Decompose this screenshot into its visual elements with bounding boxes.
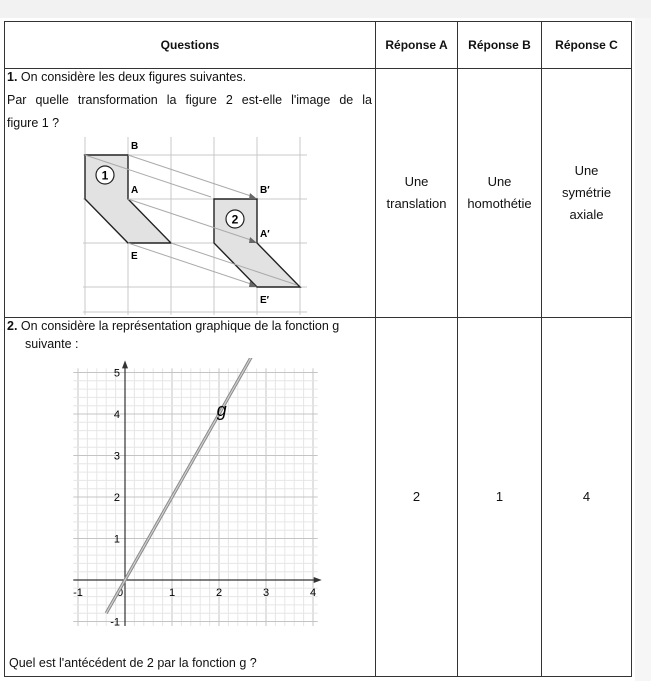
q2-answer-c[interactable]: 4 bbox=[542, 318, 632, 677]
header-response-c: Réponse C bbox=[542, 22, 632, 69]
question-row-1 bbox=[5, 69, 632, 318]
question-2-line2: suivante : bbox=[25, 337, 79, 351]
figure-2-label: 2 bbox=[231, 212, 239, 227]
x-tick-label: 3 bbox=[262, 587, 270, 599]
q1-answer-a[interactable] bbox=[376, 69, 458, 318]
q2-answer-b[interactable]: 1 bbox=[458, 318, 542, 677]
y-tick-label: -1 bbox=[110, 616, 120, 626]
x-axis-arrow bbox=[314, 577, 322, 583]
y-tick-label: 3 bbox=[113, 450, 120, 463]
question-2-line1: On considère la représentation graphique de la fonction g bbox=[20, 319, 340, 333]
x-tick-label: 0 bbox=[116, 587, 124, 599]
question-1-cell bbox=[5, 69, 376, 318]
question-1-line1: On considère les deux figures suivantes. bbox=[20, 70, 247, 84]
q1-answer-b-line1: Une bbox=[487, 174, 512, 189]
quiz-table bbox=[4, 21, 632, 677]
header-row bbox=[5, 22, 632, 69]
transformation-figure bbox=[75, 137, 315, 317]
q1-answer-c-line1: Une bbox=[574, 163, 599, 178]
question-2-prompt: Quel est l'antécédent de 2 par la fonction g ? bbox=[9, 656, 257, 670]
point-a-label: A bbox=[131, 185, 139, 196]
x-tick-label: -1 bbox=[73, 587, 83, 599]
q1-answer-c[interactable] bbox=[542, 69, 632, 318]
question-2-cell bbox=[5, 318, 376, 677]
q1-answer-a-line2: translation bbox=[386, 196, 447, 211]
point-b-prime-label: B′ bbox=[260, 185, 270, 196]
header-response-b: Réponse B bbox=[458, 22, 542, 69]
question-1-line3: figure 1 ? bbox=[7, 116, 60, 130]
question-1-line2: Par quelle transformation la figure 2 est-elle l'image de la bbox=[7, 93, 372, 107]
q2-answer-a[interactable]: 2 bbox=[376, 318, 458, 677]
q1-answer-a-line1: Une bbox=[404, 174, 429, 189]
scrollbar[interactable] bbox=[635, 18, 651, 681]
q1-answer-b-line2: homothétie bbox=[467, 196, 532, 211]
q1-answer-b[interactable] bbox=[458, 69, 542, 318]
series-g-label: g bbox=[216, 400, 227, 421]
header-response-a: Réponse A bbox=[376, 22, 458, 69]
point-b-label: B bbox=[131, 141, 139, 152]
question-1-number: 1. bbox=[7, 70, 18, 84]
x-tick-label: 1 bbox=[168, 587, 176, 599]
y-tick-label: 5 bbox=[113, 367, 120, 380]
y-tick-label: 2 bbox=[113, 492, 120, 504]
question-2-number: 2. bbox=[7, 319, 18, 333]
x-tick-label: 2 bbox=[215, 587, 223, 599]
y-tick-label: 1 bbox=[113, 533, 120, 546]
point-e-label: E bbox=[131, 251, 138, 262]
function-graph bbox=[65, 358, 325, 626]
question-row-2 bbox=[5, 318, 632, 677]
point-e-prime-label: E′ bbox=[260, 295, 270, 306]
header-questions: Questions bbox=[5, 22, 376, 69]
q1-answer-c-line3: axiale bbox=[569, 207, 604, 222]
x-tick-label: 4 bbox=[309, 587, 317, 599]
point-a-prime-label: A′ bbox=[260, 229, 270, 240]
question-1-text bbox=[7, 69, 372, 131]
figure-1-label: 1 bbox=[101, 168, 109, 183]
viewer-top-bar bbox=[0, 0, 651, 18]
y-tick-label: 4 bbox=[113, 409, 120, 421]
y-axis-arrow bbox=[122, 360, 128, 368]
q1-answer-c-line2: symétrie bbox=[561, 185, 612, 200]
question-2-text bbox=[7, 318, 372, 354]
